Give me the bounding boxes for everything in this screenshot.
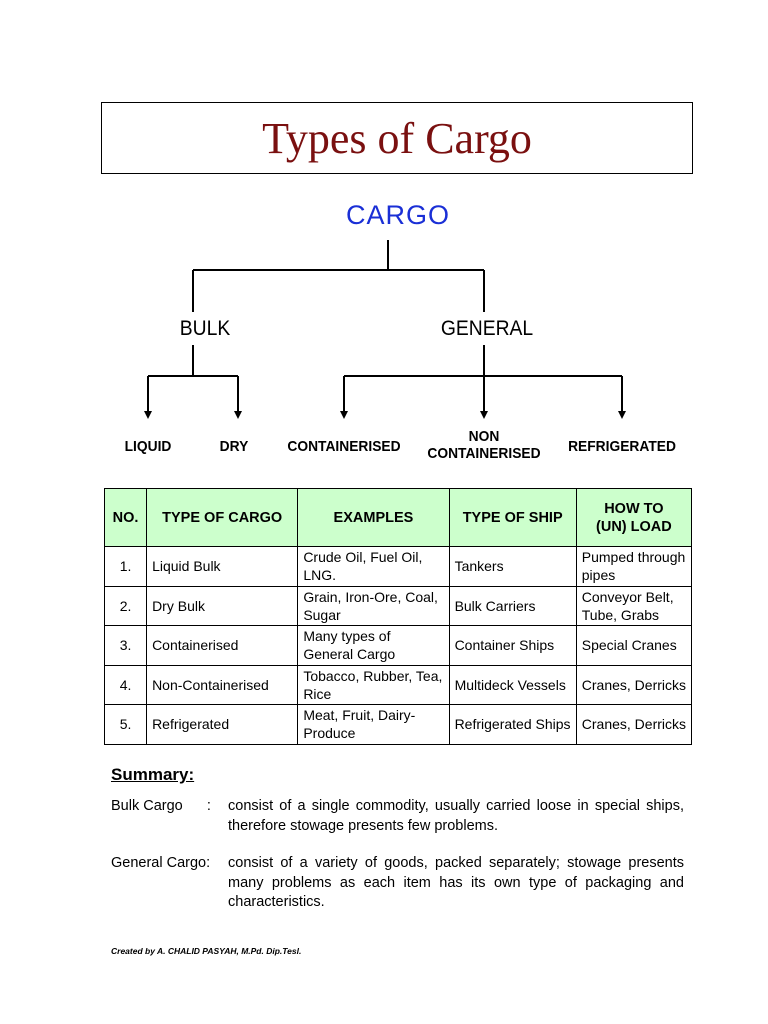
summary-general-label: General Cargo: bbox=[111, 855, 211, 871]
header-examples: EXAMPLES bbox=[298, 489, 449, 547]
cargo-tree-lines bbox=[0, 0, 768, 480]
table-header-row bbox=[105, 489, 692, 547]
cell-examples: Grain, Iron-Ore, Coal, Sugar bbox=[298, 586, 449, 626]
cell-type: Non-Containerised bbox=[147, 665, 298, 705]
summary-bulk-label: Bulk Cargo : bbox=[111, 798, 211, 814]
liquid-arrowhead bbox=[144, 411, 152, 419]
cell-no: 4. bbox=[105, 665, 147, 705]
summary-heading: Summary: bbox=[111, 765, 195, 784]
tree-leaf-refrigerated: REFRIGERATED bbox=[568, 438, 676, 455]
cell-how: Cranes, Derricks bbox=[576, 705, 691, 745]
table-row bbox=[105, 665, 692, 705]
header-how-line2: (UN) LOAD bbox=[596, 518, 672, 535]
cargo-table bbox=[104, 488, 692, 745]
header-type-of-cargo: TYPE OF CARGO bbox=[147, 489, 298, 547]
cell-ship: Refrigerated Ships bbox=[449, 705, 576, 745]
cell-ship: Multideck Vessels bbox=[449, 665, 576, 705]
refrigerated-arrowhead bbox=[618, 411, 626, 419]
cell-ship: Container Ships bbox=[449, 626, 576, 666]
non-containerised-line2: CONTAINERISED bbox=[427, 445, 541, 462]
summary-bulk-text: consist of a single commodity, usually carried loose in special ships, therefore stowage presents few problems. bbox=[228, 798, 684, 834]
page-title: Types of Cargo bbox=[262, 113, 532, 163]
header-how-line1: HOW TO bbox=[604, 500, 664, 517]
cell-how: Pumped through pipes bbox=[576, 547, 691, 587]
table-row bbox=[105, 705, 692, 745]
header-no: NO. bbox=[105, 489, 147, 547]
tree-leaf-non-containerised bbox=[427, 428, 540, 462]
cell-how: Cranes, Derricks bbox=[576, 665, 691, 705]
table-row bbox=[105, 626, 692, 666]
cell-no: 1. bbox=[105, 547, 147, 587]
cell-no: 2. bbox=[105, 586, 147, 626]
containerised-arrowhead bbox=[340, 411, 348, 419]
table-row bbox=[105, 586, 692, 626]
cell-ship: Tankers bbox=[449, 547, 576, 587]
non-containerised-arrowhead bbox=[480, 411, 488, 419]
cell-no: 3. bbox=[105, 626, 147, 666]
summary-bulk bbox=[111, 797, 686, 841]
tree-leaf-dry: DRY bbox=[219, 438, 249, 455]
header-how-to-load bbox=[576, 489, 691, 547]
cell-how: Conveyor Belt, Tube, Grabs bbox=[576, 586, 691, 626]
cell-type: Refrigerated bbox=[147, 705, 298, 745]
cell-examples: Meat, Fruit, Dairy-Produce bbox=[298, 705, 449, 745]
author-credit: Created by A. CHALID PASYAH, M.Pd. Dip.Tesl. bbox=[111, 946, 302, 956]
non-containerised-line1: NON bbox=[468, 428, 500, 445]
cell-type: Containerised bbox=[147, 626, 298, 666]
tree-node-bulk: BULK bbox=[179, 317, 231, 340]
cell-how: Special Cranes bbox=[576, 626, 691, 666]
cell-examples: Many types of General Cargo bbox=[298, 626, 449, 666]
cell-ship: Bulk Carriers bbox=[449, 586, 576, 626]
tree-node-general: GENERAL bbox=[440, 317, 534, 340]
cell-examples: Crude Oil, Fuel Oil, LNG. bbox=[298, 547, 449, 587]
cell-examples: Tobacco, Rubber, Tea, Rice bbox=[298, 665, 449, 705]
table-row bbox=[105, 547, 692, 587]
summary-general-text: consist of a variety of goods, packed separately; stowage presents many problems as each item has its own type of packaging and characteristics. bbox=[228, 855, 684, 910]
cell-no: 5. bbox=[105, 705, 147, 745]
tree-leaf-liquid: LIQUID bbox=[124, 438, 172, 455]
summary-general bbox=[111, 854, 686, 916]
tree-root-cargo: CARGO bbox=[345, 200, 451, 230]
dry-arrowhead bbox=[234, 411, 242, 419]
tree-leaf-containerised: CONTAINERISED bbox=[287, 438, 401, 455]
cell-type: Dry Bulk bbox=[147, 586, 298, 626]
cell-type: Liquid Bulk bbox=[147, 547, 298, 587]
header-type-of-ship: TYPE OF SHIP bbox=[449, 489, 576, 547]
